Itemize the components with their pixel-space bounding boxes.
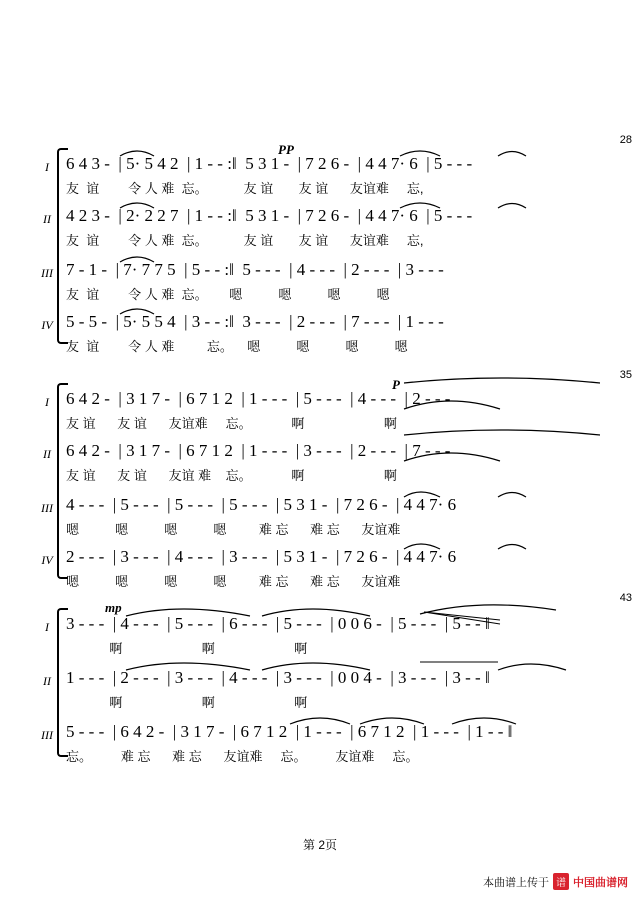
lyric-row: 友 谊 令 人 难 忘。 友 谊 友 谊 友谊难 忘, <box>66 181 424 196</box>
voice-label: II <box>43 212 51 226</box>
lyric-row: 啊 啊 啊 <box>66 695 308 710</box>
staff-voice-1 <box>0 154 640 210</box>
measure-number: 28 <box>619 134 632 146</box>
note-row: 5 - 5 - | 5· 5 5 4 | 3 - - :‖ 3 - - - | 2 - - - | 7 - - - | 1 - - - <box>66 312 444 331</box>
page-number: 第 2页 <box>302 838 337 852</box>
staff-voice-3 <box>0 260 640 316</box>
lyric-row: 友 谊 友 谊 友谊 难 忘。 啊 啊 <box>66 468 397 483</box>
dynamic-marking: PP <box>278 142 294 157</box>
site-name: 中国曲谱网 <box>573 876 628 889</box>
note-row: 6 4 2 - | 3 1 7 - | 6 7 1 2 | 1 - - - | 3 - - - | 2 - - - | 7 - - - <box>66 441 451 460</box>
voice-label: III <box>41 266 53 280</box>
voice-label: III <box>41 501 53 515</box>
voice-label: I <box>45 160 49 174</box>
staff-voice-4 <box>0 312 640 368</box>
lyric-row: 友 谊 令 人 难 忘。 嗯 嗯 嗯 嗯 <box>66 287 390 302</box>
staff-voice-4 <box>0 547 640 603</box>
staff-voice-2 <box>0 668 640 724</box>
note-row: 5 - - - | 6 4 2 - | 3 1 7 - | 6 7 1 2 | 1 - - - | 6 7 1 2 | 1 - - - | 1 - - ‖ <box>66 722 513 741</box>
voice-label: II <box>43 674 51 688</box>
voice-label: IV <box>41 318 53 332</box>
voice-label: III <box>41 728 53 742</box>
note-row: 2 - - - | 3 - - - | 4 - - - | 3 - - - | 5 3 1 - | 7 2 6 - | 4 4 7· 6 <box>66 547 457 566</box>
site-credit <box>483 873 628 890</box>
staff-voice-1 <box>0 389 640 445</box>
note-row: 6 4 3 - | 5· 5 4 2 | 1 - - :‖ 5 3 1 - | 7 2 6 - | 4 4 7· 6 | 5 - - - <box>66 154 473 173</box>
staff-voice-2 <box>0 206 640 262</box>
note-row: 7 - 1 - | 7· 7 7 5 | 5 - - :‖ 5 - - - | 4 - - - | 2 - - - | 3 - - - <box>66 260 444 279</box>
staff-voice-2 <box>0 441 640 497</box>
dynamic-marking: P <box>392 377 400 392</box>
lyric-row: 嗯 嗯 嗯 嗯 难 忘 难 忘 友谊难 <box>66 522 401 537</box>
staff-voice-3 <box>0 495 640 551</box>
lyric-row: 啊 啊 啊 <box>66 641 308 656</box>
staff-voice-1 <box>0 614 640 670</box>
note-row: 4 - - - | 5 - - - | 5 - - - | 5 - - - | 5 3 1 - | 7 2 6 - | 4 4 7· 6 <box>66 495 457 514</box>
measure-number: 43 <box>619 592 632 604</box>
note-row: 3 - - - | 4 - - - | 5 - - - | 6 - - - | 5 - - - | 0 0 6 - | 5 - - - | 5 - - ‖ <box>66 614 490 633</box>
note-row: 4 2 3 - | 2· 2 2 7 | 1 - - :‖ 5 3 1 - | 7 2 6 - | 4 4 7· 6 | 5 - - - <box>66 206 473 225</box>
credit-text: 本曲谱上传于 <box>483 876 549 889</box>
lyric-row: 忘。 难 忘 难 忘 友谊难 忘。 友谊难 忘。 <box>66 749 419 764</box>
voice-label: I <box>45 620 49 634</box>
note-row: 1 - - - | 2 - - - | 3 - - - | 4 - - - | 3 - - - | 0 0 4 - | 3 - - - | 3 - - ‖ <box>66 668 490 687</box>
voice-label: IV <box>41 553 53 567</box>
note-row: 6 4 2 - | 3 1 7 - | 6 7 1 2 | 1 - - - | 5 - - - | 4 - - - | 2 - - - <box>66 389 451 408</box>
site-logo-icon: 谱 <box>553 873 569 890</box>
voice-label: I <box>45 395 49 409</box>
measure-number: 35 <box>619 369 632 381</box>
lyric-row: 友 谊 友 谊 友谊难 忘。 啊 啊 <box>66 416 397 431</box>
lyric-row: 嗯 嗯 嗯 嗯 难 忘 难 忘 友谊难 <box>66 574 401 589</box>
dynamic-marking: mp <box>105 600 122 615</box>
lyric-row: 友 谊 令 人 难 忘。 友 谊 友 谊 友谊难 忘, <box>66 233 424 248</box>
lyric-row: 友 谊 令 人 难 忘。 嗯 嗯 嗯 嗯 <box>66 339 408 354</box>
staff-voice-3 <box>0 722 640 778</box>
voice-label: II <box>43 447 51 461</box>
